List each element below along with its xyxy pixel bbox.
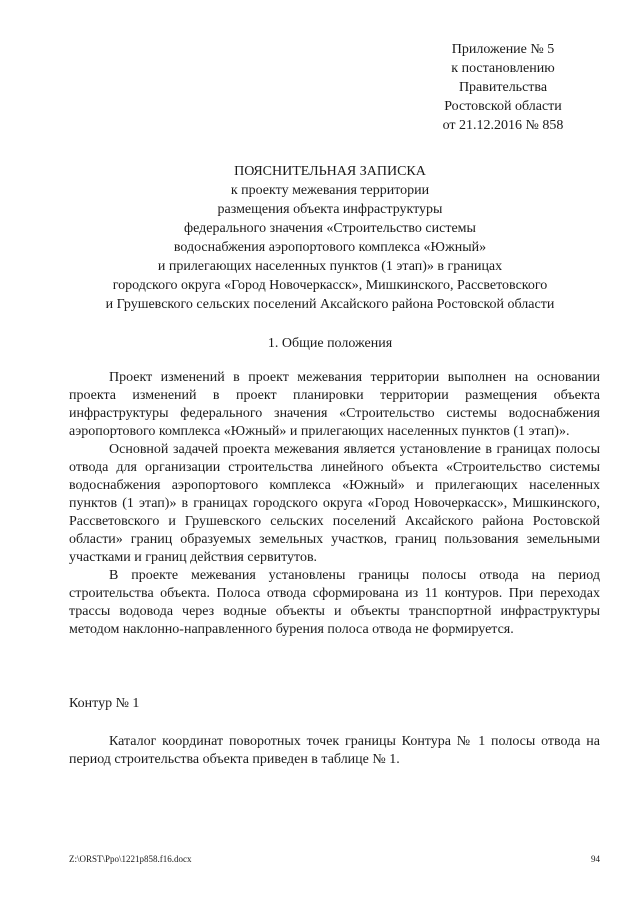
- appendix-line: Правительства: [458, 80, 548, 95]
- contour-heading: Контур № 1: [69, 696, 140, 711]
- paragraph: Основной задачей проекта межевания является установление в границах полосы отвода для организации строительства линейного объекта «Строительство системы водоснабжения аэропортового комплекса «Южный» и прилегающих населенных пунктов (1 этап)» в границах городского округа «Город Новочеркасск», Мишкинского, Рассветовского и Грушевского сельских поселений Аксайского района Ростовской области» границ образуемых земельных участков, границ пользования земельными участками и границ действия сервитутов.: [69, 442, 600, 565]
- document-title: [60, 162, 600, 314]
- section-body: [69, 369, 600, 639]
- contour-description: [69, 733, 600, 769]
- paragraph: В проекте межевания установлены границы полосы отвода на период строительства объекта. Полоса отвода сформирована из 11 контуров. При переходах трассы водовода через водные объекты и объекты транспортной инфраструктуры методом наклонно-направленного бурения полоса отвода не формируется.: [69, 568, 600, 637]
- title-line: размещения объекта инфраструктуры: [217, 202, 443, 217]
- page-number: 94: [591, 854, 600, 864]
- appendix-line: от 21.12.2016 № 858: [442, 118, 564, 133]
- paragraph: Каталог координат поворотных точек границы Контура № 1 полосы отвода на период строительства объекта приведен в таблице № 1.: [69, 734, 600, 767]
- title-line: к проекту межевания территории: [230, 183, 430, 198]
- appendix-line: к постановлению: [451, 61, 555, 76]
- title-line: водоснабжения аэропортового комплекса «Южный»: [173, 240, 487, 255]
- paragraph: Проект изменений в проект межевания территории выполнен на основании проекта изменений в проект планировки территории размещения объекта инфраструктуры федерального значения «Строительство системы водоснабжения аэропортового комплекса «Южный» и прилегающих населенных пунктов (1 этап)».: [69, 370, 600, 439]
- title-line: городского округа «Город Новочеркасск», Мишкинского, Рассветовского: [112, 278, 548, 293]
- appendix-line: Ростовской области: [444, 99, 562, 114]
- title-line: и Грушевского сельских поселений Аксайского района Ростовской области: [105, 297, 555, 312]
- title-line: ПОЯСНИТЕЛЬНАЯ ЗАПИСКА: [234, 164, 426, 179]
- section-heading: 1. Общие положения: [267, 336, 393, 351]
- appendix-line: Приложение № 5: [451, 42, 555, 57]
- title-line: федерального значения «Строительство системы: [184, 221, 476, 236]
- appendix-block: [418, 40, 588, 135]
- title-line: и прилегающих населенных пунктов (1 этап)» в границах: [157, 259, 503, 274]
- footer-file-path: Z:\ORST\Ppo\1221p858.f16.docx: [69, 854, 192, 864]
